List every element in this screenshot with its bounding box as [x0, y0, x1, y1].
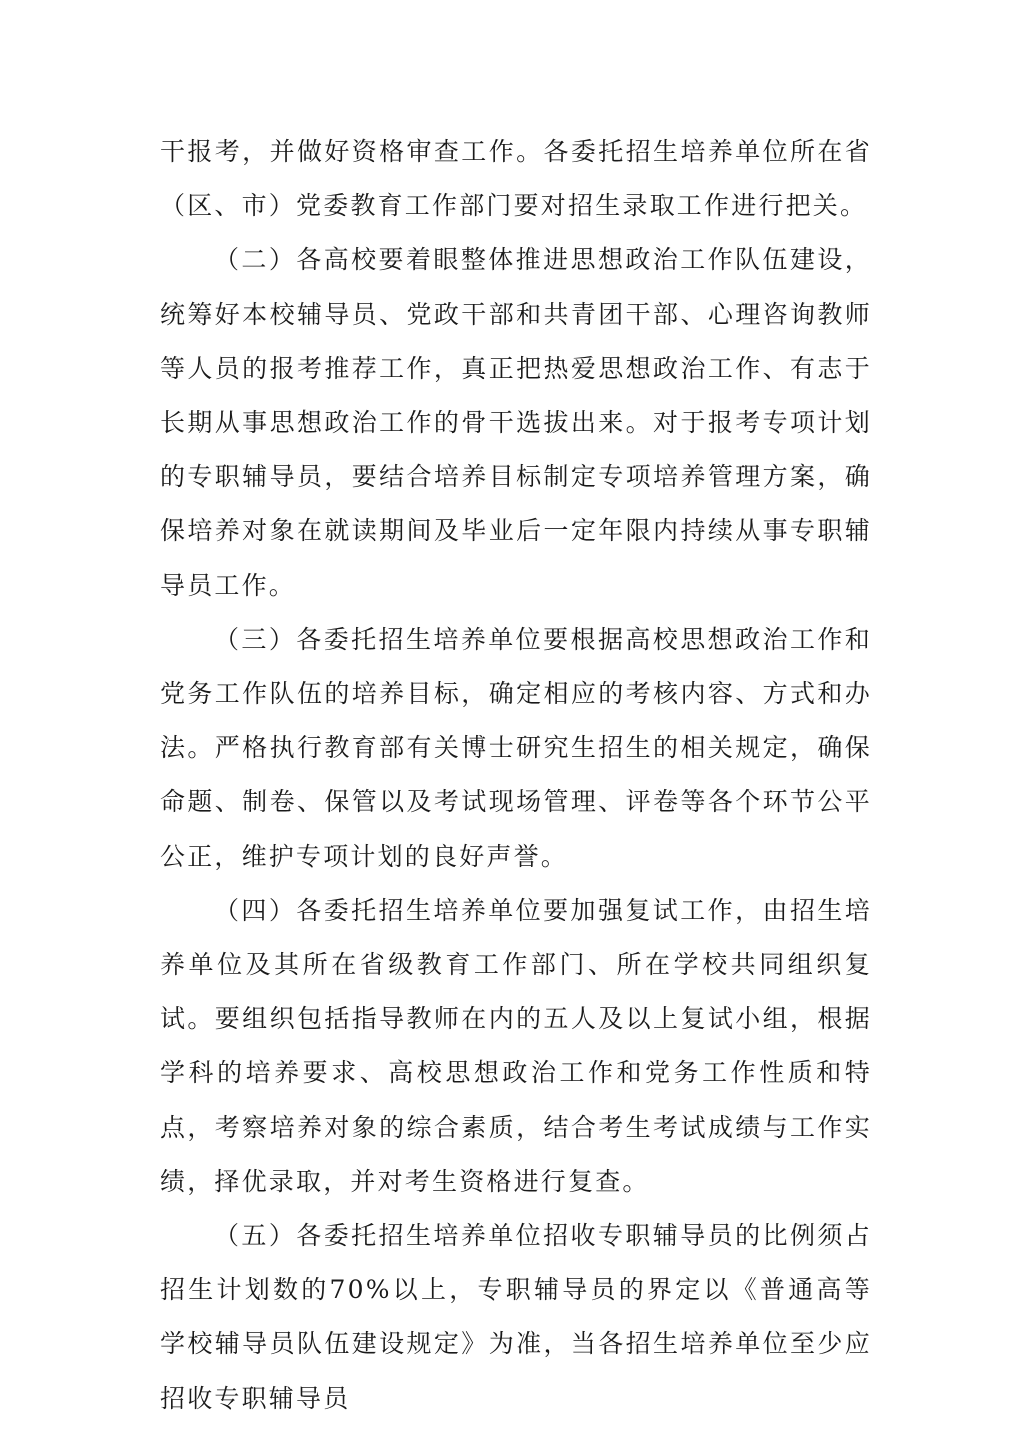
paragraph-section-5: （五）各委托招生培养单位招收专职辅导员的比例须占招生计划数的70%以上，专职辅导员的界定以《普通高等学校辅导员队伍建设规定》为准，当各招生培养单位至少应招收专职辅导员: [160, 1221, 872, 1413]
paragraph-section-2: （二）各高校要着眼整体推进思想政治工作队伍建设，统筹好本校辅导员、党政干部和共青团干部、心理咨询教师等人员的报考推荐工作，真正把热爱思想政治工作、有志于长期从事思想政治工作的骨干选拔出来。对于报考专项计划的专职辅导员，要结合培养目标制定专项培养管理方案，确保培养对象在就读期间及毕业后一定年限内持续从事专职辅导员工作。: [160, 245, 872, 600]
paragraph-section-3: （三）各委托招生培养单位要根据高校思想政治工作和党务工作队伍的培养目标，确定相应的考核内容、方式和办法。严格执行教育部有关博士研究生招生的相关规定，确保命题、制卷、保管以及考试现场管理、评卷等各个环节公平公正，维护专项计划的良好声誉。: [160, 624, 872, 871]
paragraph-section-4: （四）各委托招生培养单位要加强复试工作，由招生培养单位及其所在省级教育工作部门、所在学校共同组织复试。要组织包括指导教师在内的五人及以上复试小组，根据学科的培养要求、高校思想政治工作和党务工作性质和特点，考察培养对象的综合素质，结合考生考试成绩与工作实绩，择优录取，并对考生资格进行复查。: [160, 895, 872, 1196]
paragraph-continued: 干报考，并做好资格审查工作。各委托招生培养单位所在省（区、市）党委教育工作部门要对招生录取工作进行把关。: [160, 137, 872, 221]
document-body: [160, 125, 872, 1426]
